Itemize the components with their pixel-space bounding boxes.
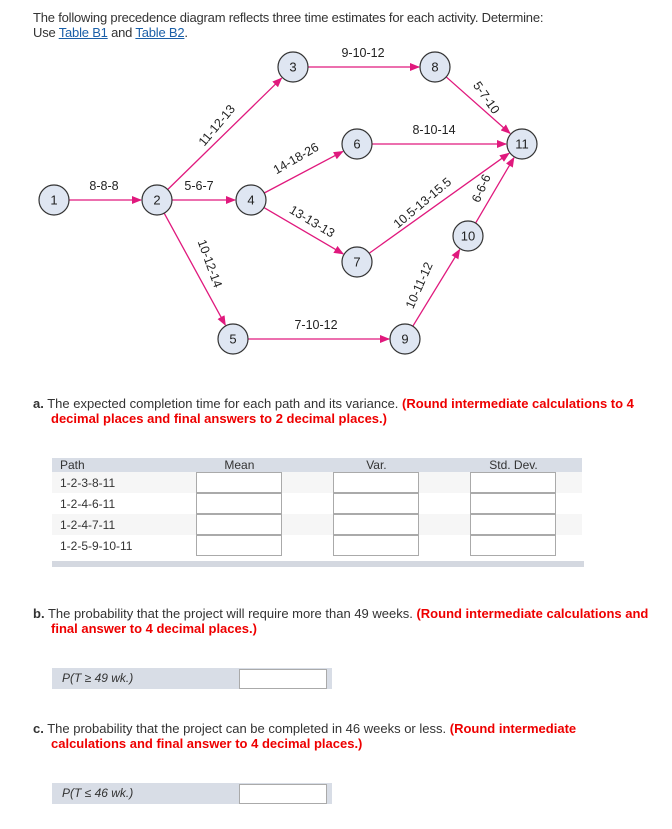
table-b1-link[interactable]: Table B1 xyxy=(58,25,108,40)
part-c-letter: c. xyxy=(33,721,44,736)
path-table xyxy=(52,458,582,556)
mean-input[interactable] xyxy=(196,493,282,514)
mean-input[interactable] xyxy=(196,514,282,535)
table-row xyxy=(52,535,582,556)
std-dev-cell xyxy=(445,472,582,493)
path-cell: 1-2-5-9-10-11 xyxy=(60,538,133,553)
part-b-answer-input[interactable] xyxy=(239,669,327,689)
node-11 xyxy=(507,129,537,159)
header-path: Path xyxy=(52,458,171,472)
part-b-note: (Round intermediate calculations and final answer to 4 decimal places.) xyxy=(51,606,649,636)
part-b-label: P(T ≥ 49 wk.) xyxy=(62,671,134,685)
mean-input[interactable] xyxy=(196,535,282,556)
header-var: Var. xyxy=(308,458,445,472)
node-label: 4 xyxy=(247,192,255,208)
node-2 xyxy=(142,185,172,215)
node-label: 6 xyxy=(353,136,361,152)
use-text: Use xyxy=(33,25,59,40)
intro-text: The following precedence diagram reflects three time estimates for each activity. Determine: xyxy=(33,10,544,25)
node-label: 11 xyxy=(515,136,529,152)
node-label: 1 xyxy=(50,192,58,208)
edge-label-7-11: 10.5-13-15.5 xyxy=(390,174,455,232)
node-label: 9 xyxy=(401,331,409,347)
node-7 xyxy=(342,247,372,277)
edge-label-2-4: 5-6-7 xyxy=(184,179,214,193)
node-5 xyxy=(218,324,248,354)
std-dev-cell xyxy=(445,535,582,556)
edge-label-3-8: 9-10-12 xyxy=(341,46,385,60)
period: . xyxy=(184,25,188,40)
part-c-text: The probability that the project can be completed in 46 weeks or less. xyxy=(43,721,450,736)
part-c-label: P(T ≤ 46 wk.) xyxy=(62,786,134,800)
part-b-answer-row xyxy=(52,668,332,689)
node-label: 5 xyxy=(229,331,237,347)
path-cell: 1-2-3-8-11 xyxy=(52,472,171,493)
var-cell xyxy=(308,535,445,556)
mean-cell xyxy=(171,493,308,514)
table-row xyxy=(52,472,582,493)
edge-label-6-11: 8-10-14 xyxy=(412,123,456,137)
std-dev-input[interactable] xyxy=(470,535,556,556)
edge-label-10-11: 6-6-6 xyxy=(469,172,494,205)
table-footer-bar xyxy=(52,561,584,567)
node-label: 10 xyxy=(460,228,476,244)
part-b-text: The probability that the project will require more than 49 weeks. xyxy=(44,606,417,621)
var-input[interactable] xyxy=(333,472,419,493)
mean-cell xyxy=(171,535,308,556)
std-dev-cell xyxy=(445,514,582,535)
std-dev-input[interactable] xyxy=(470,514,556,535)
mean-cell xyxy=(171,472,308,493)
table-b2-link[interactable]: Table B2 xyxy=(135,25,185,40)
mean-cell xyxy=(171,514,308,535)
table-row xyxy=(52,493,582,514)
node-10 xyxy=(453,221,483,251)
var-input[interactable] xyxy=(333,493,419,514)
node-6 xyxy=(342,129,372,159)
path-cell: 1-2-4-7-11 xyxy=(52,514,171,535)
std-dev-cell xyxy=(445,493,582,514)
std-dev-input[interactable] xyxy=(470,493,556,514)
edge-2-3 xyxy=(168,78,282,189)
part-b-question xyxy=(33,606,653,636)
node-label: 2 xyxy=(153,192,161,208)
part-c-answer-row xyxy=(52,783,332,804)
var-cell xyxy=(308,493,445,514)
part-a-note: (Round intermediate calculations to 4 decimal places and final answers to 2 decimal places.) xyxy=(51,396,634,426)
edge-label-4-6: 14-18-26 xyxy=(270,139,322,178)
node-4 xyxy=(236,185,266,215)
edge-label-9-10: 10-11-12 xyxy=(402,260,436,311)
edge-label-1-2: 8-8-8 xyxy=(89,179,119,193)
header-std-dev: Std. Dev. xyxy=(445,458,582,472)
edge-label-2-3: 11-12-13 xyxy=(195,102,239,149)
part-c-answer-input[interactable] xyxy=(239,784,327,804)
node-1 xyxy=(39,185,69,215)
part-c-question xyxy=(33,721,653,751)
var-input[interactable] xyxy=(333,514,419,535)
node-3 xyxy=(278,52,308,82)
var-cell xyxy=(308,514,445,535)
node-9 xyxy=(390,324,420,354)
part-a-text: The expected completion time for each path and its variance. xyxy=(43,396,403,411)
table-row xyxy=(52,514,582,535)
part-a-letter: a. xyxy=(33,396,44,411)
header-mean: Mean xyxy=(171,458,308,472)
node-8 xyxy=(420,52,450,82)
var-input[interactable] xyxy=(333,535,419,556)
edge-label-5-9: 7-10-12 xyxy=(294,318,338,332)
part-a-question xyxy=(33,396,653,426)
path-cell: 1-2-4-6-11 xyxy=(60,496,116,511)
part-b-letter: b. xyxy=(33,606,45,621)
part-c-note: (Round intermediate calculations and final answer to 4 decimal places.) xyxy=(51,721,577,751)
std-dev-input[interactable] xyxy=(470,472,556,493)
edge-label-8-11: 5-7-10 xyxy=(470,78,503,117)
precedence-diagram xyxy=(0,0,672,360)
edge-label-4-7: 13-13-13 xyxy=(287,202,338,241)
edge-7-11 xyxy=(369,153,509,253)
node-label: 7 xyxy=(353,254,361,270)
edge-label-2-5: 10-12-14 xyxy=(194,237,225,290)
var-cell xyxy=(308,472,445,493)
mean-input[interactable] xyxy=(196,472,282,493)
node-label: 8 xyxy=(431,59,439,75)
node-label: 3 xyxy=(289,59,297,75)
and-text: and xyxy=(107,25,136,40)
